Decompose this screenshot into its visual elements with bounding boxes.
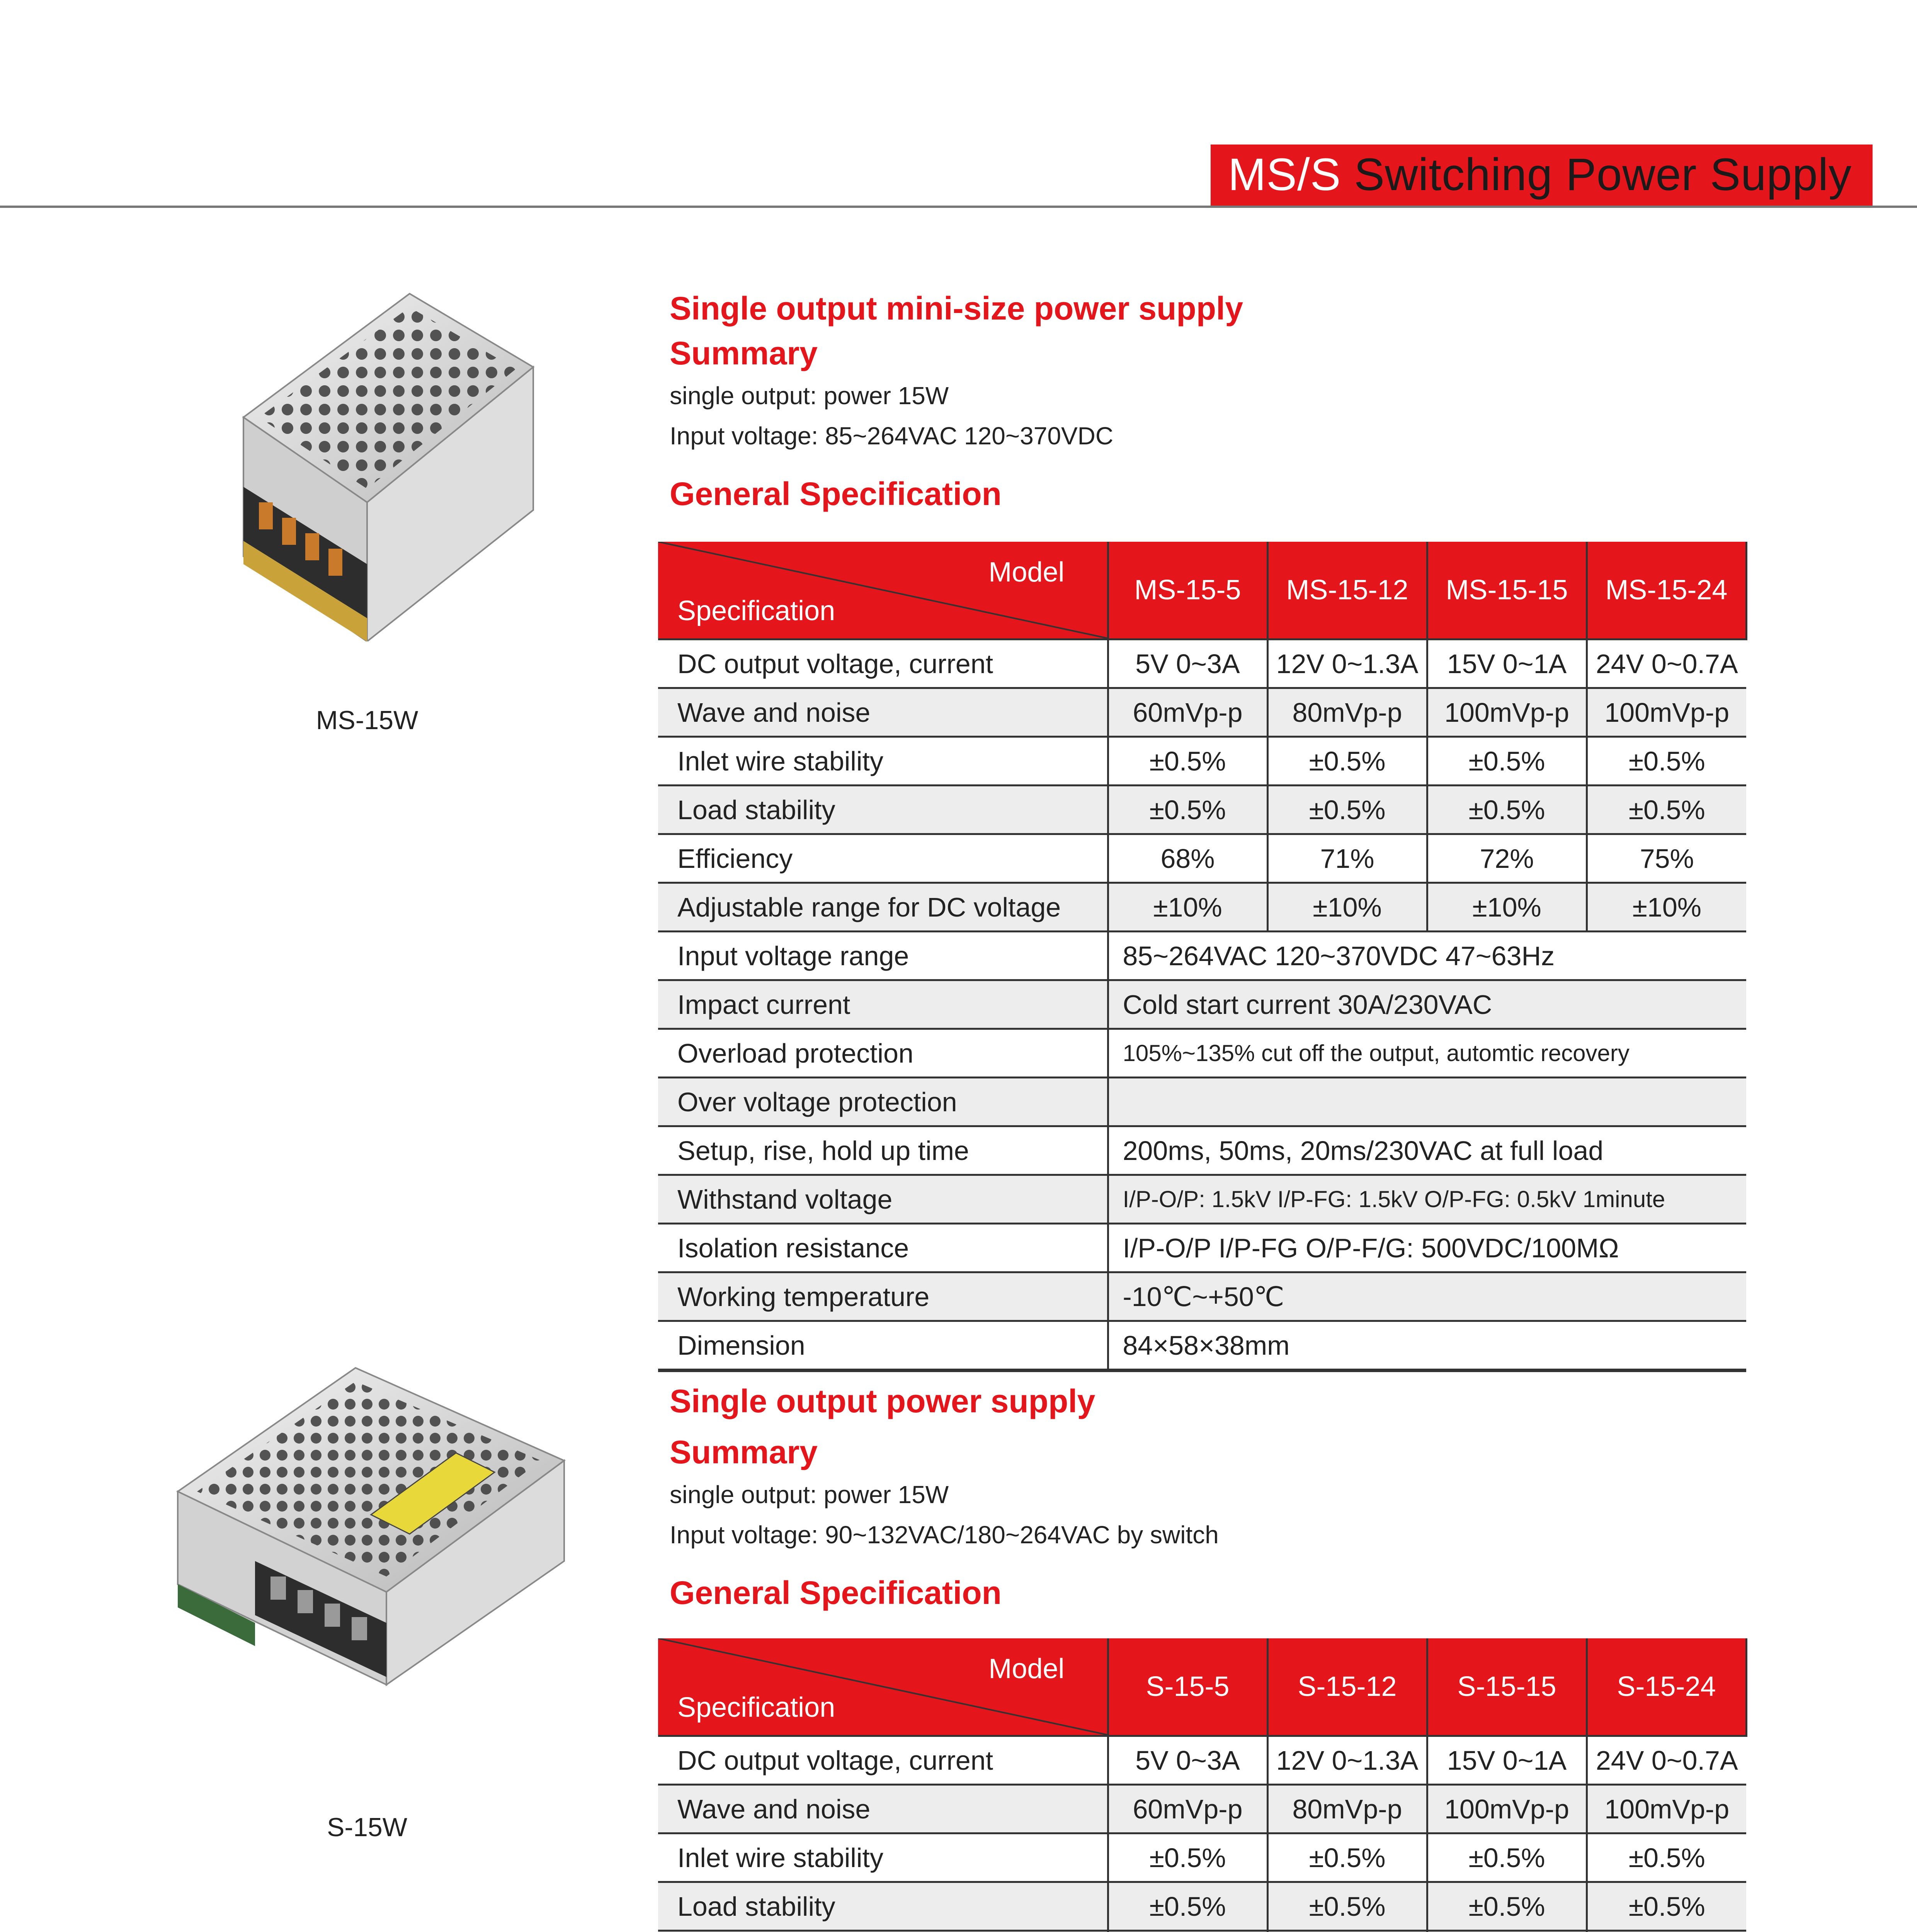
table-row — [658, 1785, 1746, 1833]
value-cell: ±0.5% — [1108, 737, 1267, 786]
value-cell: 100mVp-p — [1427, 688, 1587, 737]
wide-value-cell: 84×58×38mm — [1108, 1321, 1746, 1371]
value-cell: 80mVp-p — [1267, 1785, 1427, 1833]
value-cell: 12V 0~1.3A — [1267, 639, 1427, 688]
row-label: Adjustable range for DC voltage — [658, 883, 1108, 932]
header-banner — [1211, 145, 1873, 206]
wide-value-cell: 85~264VAC 120~370VDC 47~63Hz — [1108, 932, 1746, 980]
value-cell: 72% — [1427, 834, 1587, 883]
wide-value-cell: I/P-O/P: 1.5kV I/P-FG: 1.5kV O/P-FG: 0.5kV 1minute — [1108, 1175, 1746, 1224]
corner-model-label: Model — [988, 1653, 1065, 1684]
spec-heading: General Specification — [670, 1575, 1002, 1611]
table-row — [658, 1175, 1746, 1224]
value-cell: 68% — [1108, 834, 1267, 883]
table-row — [658, 1272, 1746, 1321]
row-label: Impact current — [658, 980, 1108, 1029]
row-label — [658, 1931, 1108, 1932]
row-label: Efficiency — [658, 834, 1108, 883]
product-image-ms15w — [185, 270, 556, 643]
wide-value-cell: Cold start current 30A/230VAC — [1108, 980, 1746, 1029]
value-cell: 100mVp-p — [1427, 1785, 1587, 1833]
value-cell: ±0.5% — [1108, 1833, 1267, 1882]
wide-value-cell — [1108, 1078, 1746, 1126]
row-label: Input voltage range — [658, 932, 1108, 980]
model-header-cell: MS-15-12 — [1267, 542, 1427, 639]
value-cell: ±0.5% — [1427, 786, 1587, 834]
header-corner-cell — [658, 542, 1108, 639]
model-header-cell: MS-15-15 — [1427, 542, 1587, 639]
table-row — [658, 1126, 1746, 1175]
table-row — [658, 1736, 1746, 1785]
model-header-cell: MS-15-24 — [1587, 542, 1746, 639]
row-label: Inlet wire stability — [658, 1833, 1108, 1882]
table-row — [658, 932, 1746, 980]
product-title: Single output mini-size power supply — [670, 290, 1243, 327]
table-row — [658, 737, 1746, 786]
table-row — [658, 1224, 1746, 1272]
row-label: Setup, rise, hold up time — [658, 1126, 1108, 1175]
corner-model-label: Model — [988, 557, 1065, 588]
value-cell: ±0.5% — [1427, 1882, 1587, 1931]
spec-heading: General Specification — [670, 476, 1002, 512]
value-cell: 60mVp-p — [1108, 688, 1267, 737]
corner-spec-label: Specification — [677, 1692, 835, 1723]
table-header-row — [658, 1638, 1746, 1736]
product-title: Single output power supply — [670, 1383, 1095, 1419]
value-cell: ±10% — [1108, 883, 1267, 932]
model-header-cell: MS-15-5 — [1108, 542, 1267, 639]
model-header-cell: S-15-5 — [1108, 1638, 1267, 1736]
table-row — [658, 1882, 1746, 1931]
value-cell: ±0.5% — [1587, 1882, 1746, 1931]
value-cell: 12V 0~1.3A — [1267, 1736, 1427, 1785]
header-title — [1228, 148, 1852, 202]
summary-line: single output: power 15W — [670, 382, 949, 410]
value-cell: 15V 0~1A — [1427, 639, 1587, 688]
value-cell: 75% — [1587, 834, 1746, 883]
table-row — [658, 980, 1746, 1029]
row-label: Inlet wire stability — [658, 737, 1108, 786]
value-cell: ±0.5% — [1108, 786, 1267, 834]
table-row — [658, 1029, 1746, 1078]
value-cell: ±0.5% — [1267, 737, 1427, 786]
value-cell: 80mVp-p — [1267, 688, 1427, 737]
value-cell — [1587, 1931, 1746, 1932]
value-cell: 5V 0~3A — [1108, 639, 1267, 688]
wide-value-cell: I/P-O/P I/P-FG O/P-F/G: 500VDC/100MΩ — [1108, 1224, 1746, 1272]
model-header-cell: S-15-24 — [1587, 1638, 1746, 1736]
value-cell: 60mVp-p — [1108, 1785, 1267, 1833]
row-label: Load stability — [658, 786, 1108, 834]
row-label: Over voltage protection — [658, 1078, 1108, 1126]
row-label: DC output voltage, current — [658, 1736, 1108, 1785]
summary-heading: Summary — [670, 335, 818, 371]
value-cell: 24V 0~0.7A — [1587, 1736, 1746, 1785]
summary-line: Input voltage: 90~132VAC/180~264VAC by switch — [670, 1521, 1219, 1549]
table-header-row — [658, 542, 1746, 639]
value-cell: 24V 0~0.7A — [1587, 639, 1746, 688]
row-label: Working temperature — [658, 1272, 1108, 1321]
header-corner-cell — [658, 1638, 1108, 1736]
wide-value-cell: -10℃~+50℃ — [1108, 1272, 1746, 1321]
table-row — [658, 883, 1746, 932]
value-cell: ±10% — [1267, 883, 1427, 932]
value-cell: 71% — [1267, 834, 1427, 883]
header-prefix: MS/S — [1228, 149, 1341, 200]
value-cell — [1108, 1931, 1267, 1932]
table-row — [658, 639, 1746, 688]
spec-table — [658, 1638, 1747, 1932]
value-cell: ±0.5% — [1267, 786, 1427, 834]
value-cell: 15V 0~1A — [1427, 1736, 1587, 1785]
value-cell: 100mVp-p — [1587, 1785, 1746, 1833]
value-cell: 100mVp-p — [1587, 688, 1746, 737]
row-label: Wave and noise — [658, 1785, 1108, 1833]
product-caption: MS-15W — [316, 706, 418, 735]
product-image-s15w — [155, 1345, 580, 1718]
table-row — [658, 834, 1746, 883]
value-cell: ±0.5% — [1587, 1833, 1746, 1882]
product-section-s15w — [670, 1379, 1748, 1615]
header-rule — [0, 206, 1917, 208]
row-label: Load stability — [658, 1882, 1108, 1931]
header-title-rest: Switching Power Supply — [1341, 149, 1852, 200]
value-cell: ±0.5% — [1267, 1833, 1427, 1882]
table-row — [658, 688, 1746, 737]
model-header-cell: S-15-15 — [1427, 1638, 1587, 1736]
row-label: Wave and noise — [658, 688, 1108, 737]
row-label: DC output voltage, current — [658, 639, 1108, 688]
value-cell: ±0.5% — [1427, 1833, 1587, 1882]
summary-heading: Summary — [670, 1434, 818, 1470]
value-cell: 5V 0~3A — [1108, 1736, 1267, 1785]
table-row — [658, 1321, 1746, 1371]
value-cell: ±0.5% — [1587, 786, 1746, 834]
value-cell: ±10% — [1427, 883, 1587, 932]
summary-line: single output: power 15W — [670, 1481, 949, 1509]
value-cell: ±0.5% — [1267, 1882, 1427, 1931]
model-header-cell: S-15-12 — [1267, 1638, 1427, 1736]
value-cell — [1427, 1931, 1587, 1932]
value-cell — [1267, 1931, 1427, 1932]
value-cell: ±0.5% — [1108, 1882, 1267, 1931]
wide-value-cell: 200ms, 50ms, 20ms/230VAC at full load — [1108, 1126, 1746, 1175]
value-cell: ±0.5% — [1587, 737, 1746, 786]
spec-table — [658, 542, 1747, 1372]
value-cell: ±0.5% — [1427, 737, 1587, 786]
row-label: Overload protection — [658, 1029, 1108, 1078]
row-label: Dimension — [658, 1321, 1108, 1371]
corner-spec-label: Specification — [677, 595, 835, 626]
product-caption: S-15W — [327, 1813, 407, 1842]
table-row — [658, 786, 1746, 834]
summary-line: Input voltage: 85~264VAC 120~370VDC — [670, 422, 1114, 450]
power-supply-image — [155, 1345, 580, 1716]
product-section-ms15w — [670, 286, 1748, 516]
wide-value-cell: 105%~135% cut off the output, automtic recovery — [1108, 1029, 1746, 1078]
table-row — [658, 1931, 1746, 1932]
value-cell: ±10% — [1587, 883, 1746, 932]
table-row — [658, 1078, 1746, 1126]
power-supply-image — [185, 270, 556, 641]
table-row — [658, 1833, 1746, 1882]
row-label: Isolation resistance — [658, 1224, 1108, 1272]
row-label: Withstand voltage — [658, 1175, 1108, 1224]
